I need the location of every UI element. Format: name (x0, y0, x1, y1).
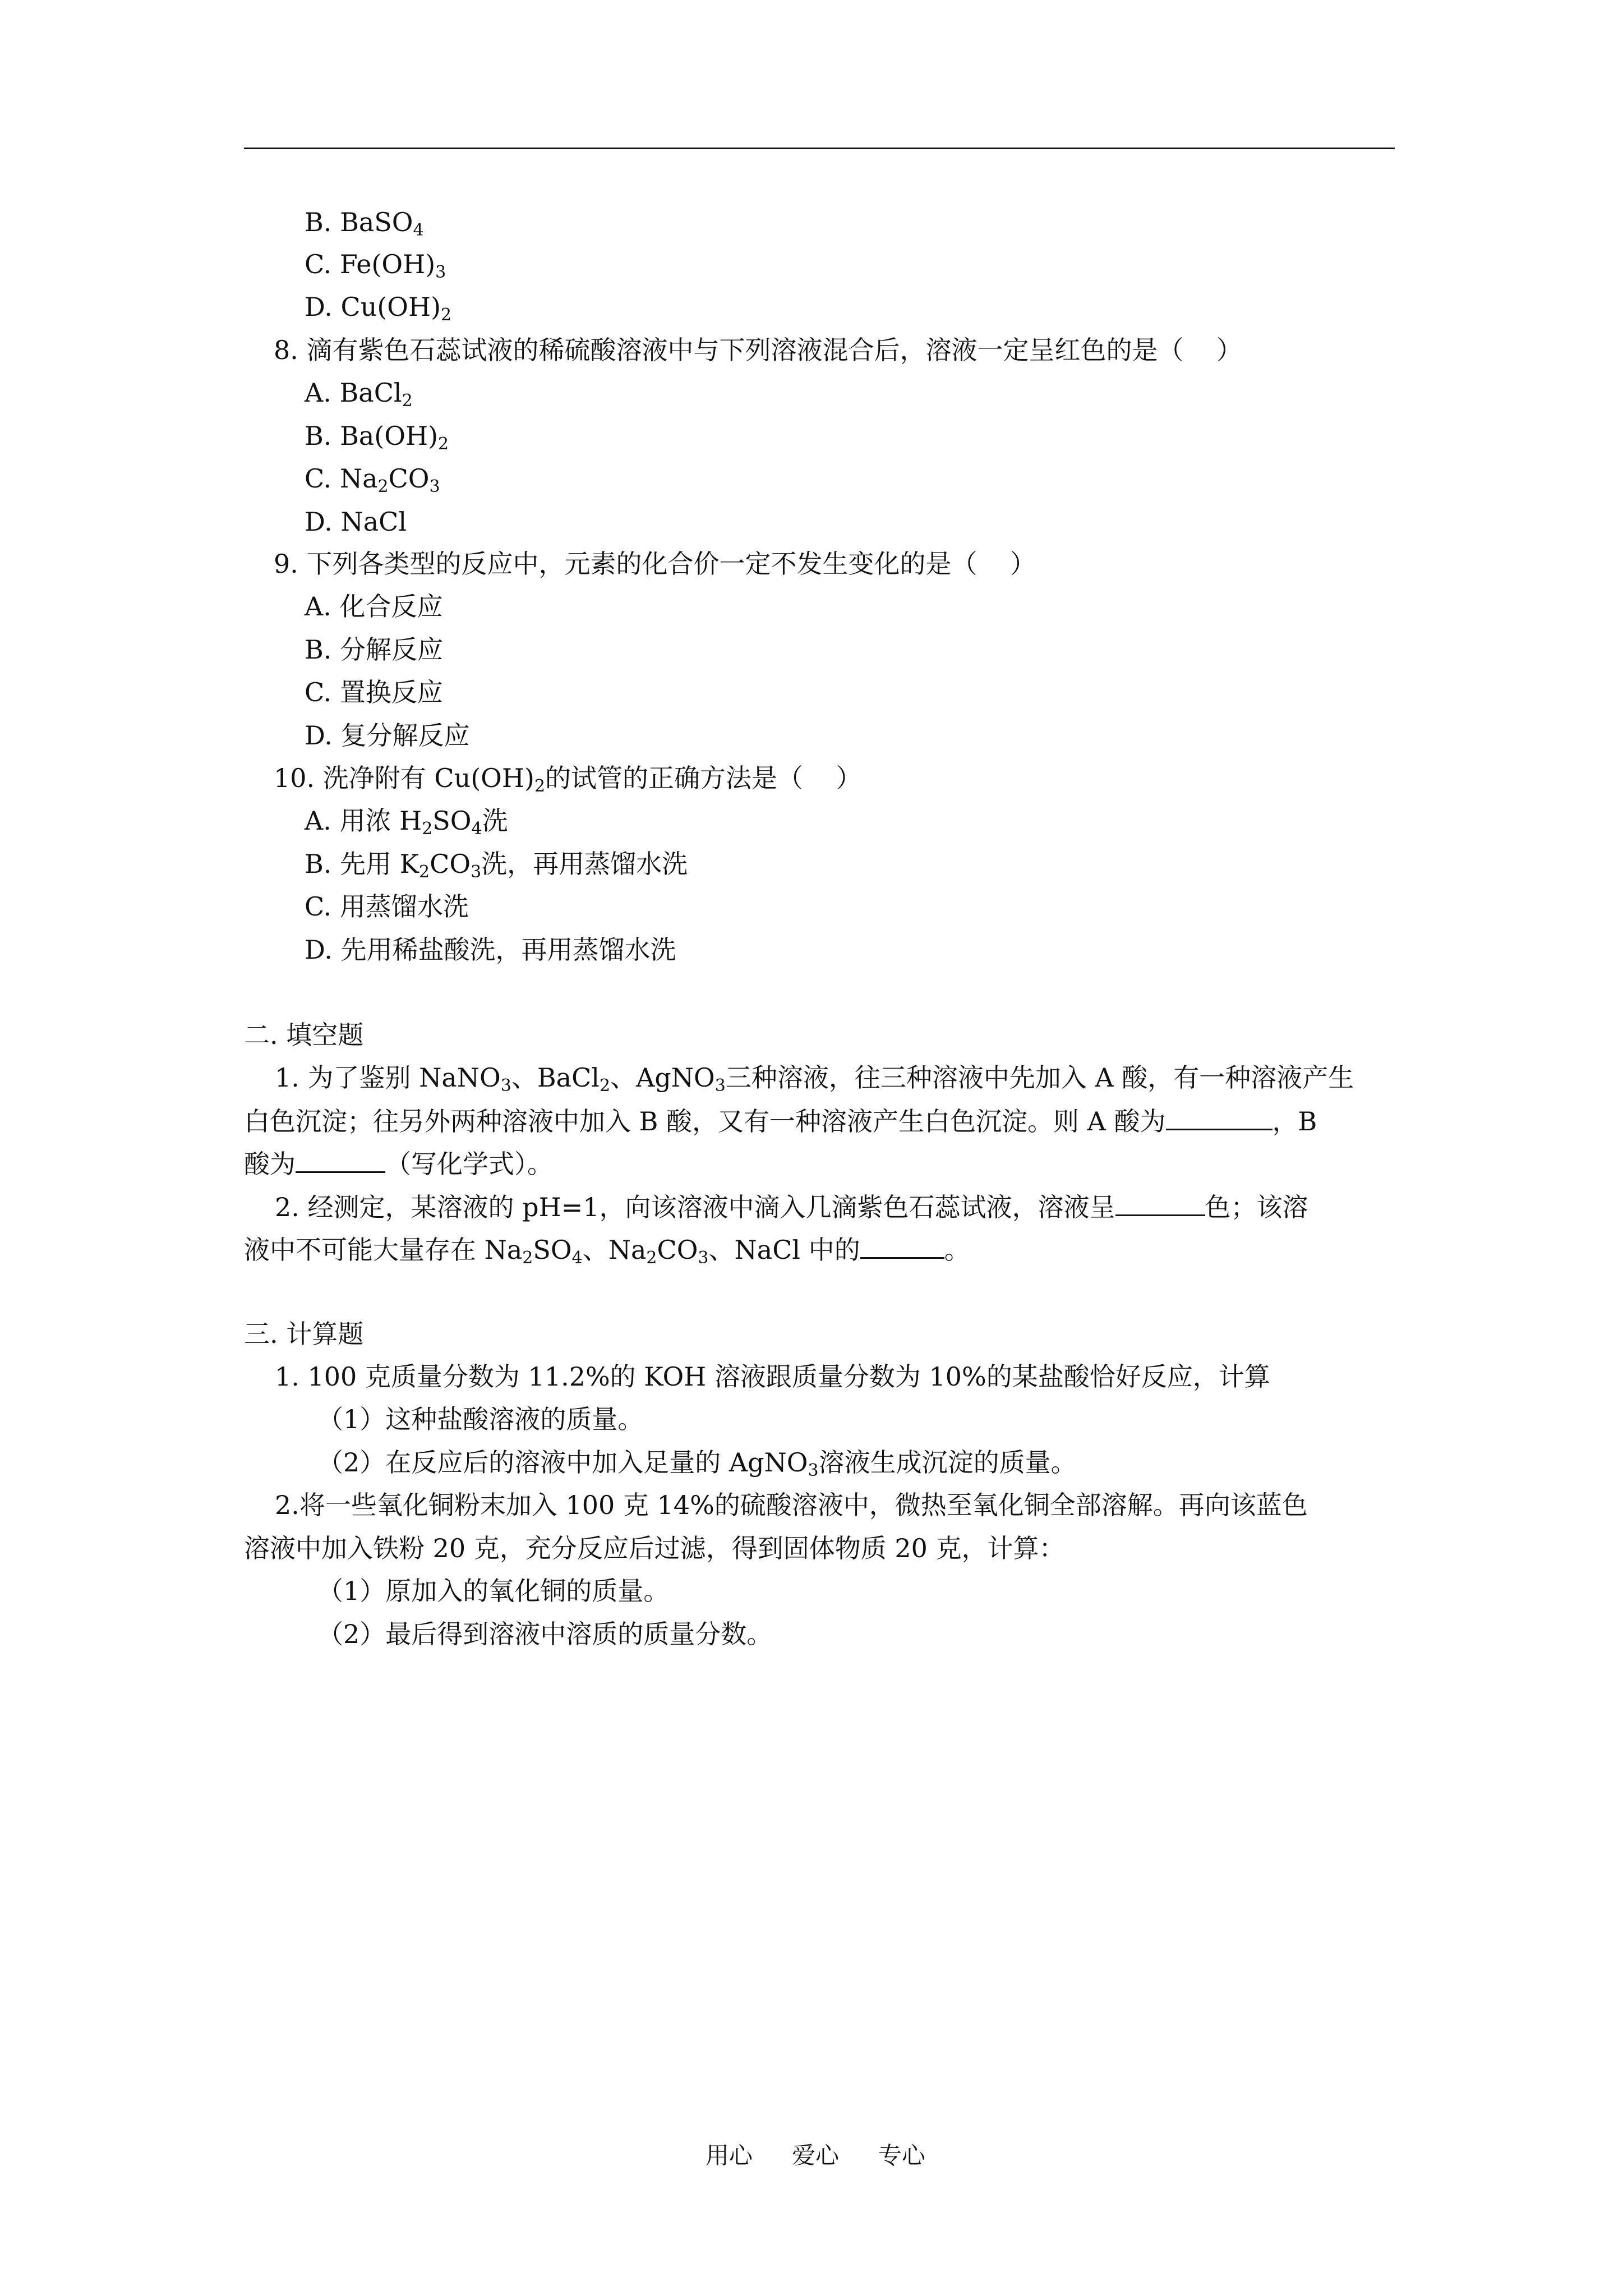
footer-word-2: 爱心 (792, 2142, 840, 2169)
q8-option-c: C. $Na_2CO_3$ (305, 463, 440, 496)
q8-option-b: B. $Ba(OH)_2$ (305, 421, 449, 454)
calc-q2-line2: 溶液中加入铁粉 20 克，充分反应后过滤，得到固体物质 20 克，计算： (244, 1533, 1065, 1563)
fill-q1-line3: 酸为 （写化学式）。 (244, 1147, 553, 1181)
q9-option-a: A. 化合反应 (305, 591, 443, 622)
calc-q2-line1: 2.将一些氧化铜粉末加入 100 克 14%的硫酸溶液中，微热至氧化铜全部溶解。再向该蓝色 (275, 1490, 1308, 1520)
answer-blank-b[interactable] (296, 1147, 385, 1173)
calc-q2-part2: （2）最后得到溶液中溶质的质量分数。 (317, 1619, 773, 1649)
fill-q2-line1: 2. 经测定，某溶液的 pH=1，向该溶液中滴入几滴紫色石蕊试液，溶液呈 色；该溶 (275, 1190, 1308, 1224)
calc-q1-stem: 1. 100 克质量分数为 11.2%的 KOH 溶液跟质量分数为 10%的某盐酸恰好反应，计算 (275, 1361, 1270, 1392)
answer-blank-a[interactable] (1166, 1104, 1272, 1130)
section2-heading: 二. 填空题 (244, 1020, 364, 1050)
footer-word-3: 专心 (878, 2142, 926, 2169)
q10-option-d: D. 先用稀盐酸洗，再用蒸馏水洗 (305, 935, 676, 965)
fill-q2-line2: 液中不可能大量存在 $Na_2SO_4$、$Na_2CO_3$、NaCl 中的 。 (244, 1232, 970, 1267)
q10-option-b: B. 先用 $K_2CO_3$洗，再用蒸馏水洗 (305, 849, 688, 882)
calc-q2-part1: （1）原加入的氧化铜的质量。 (317, 1576, 670, 1606)
calc-q1-part1: （1）这种盐酸溶液的质量。 (317, 1404, 644, 1434)
q7-option-b: B. BaSO$_4$ (305, 207, 424, 240)
q9-option-b: B. 分解反应 (305, 634, 444, 665)
q9-option-c: C. 置换反应 (305, 677, 443, 707)
answer-blank-ion[interactable] (860, 1232, 944, 1259)
page-footer (706, 2140, 965, 2171)
q8-option-d: D. NaCl (305, 507, 407, 537)
q10-stem: 10. 洗净附有 $Cu(OH)_2$的试管的正确方法是（ ） (274, 763, 862, 796)
answer-blank-color[interactable] (1115, 1190, 1205, 1216)
footer-word-1: 用心 (706, 2142, 753, 2169)
q8-option-a: A. BaCl$_2$ (305, 378, 413, 411)
q9-stem: 9. 下列各类型的反应中，元素的化合价一定不发生变化的是（ ） (274, 549, 1036, 579)
q9-option-d: D. 复分解反应 (305, 720, 470, 751)
q7-option-c: C. $Fe(OH)_3$ (305, 249, 446, 282)
header-rule (244, 148, 1395, 149)
q7-option-d: D. $Cu(OH)_2$ (305, 292, 452, 325)
q10-option-a: A. 用浓 $H_2SO_4$洗 (305, 806, 508, 839)
section3-heading: 三. 计算题 (244, 1319, 364, 1349)
fill-q1-line1: 1. 为了鉴别 NaNO$_3$、BaCl$_2$、AgNO$_3$三种溶液，往三种溶液中先加入 A 酸，有一种溶液产生 (275, 1062, 1354, 1096)
q8-stem: 8. 滴有紫色石蕊试液的稀硫酸溶液中与下列溶液混合后，溶液一定呈红色的是（ ） (274, 335, 1242, 365)
q10-option-c: C. 用蒸馏水洗 (305, 891, 469, 922)
fill-q1-line2: 白色沉淀；往另外两种溶液中加入 B 酸，又有一种溶液产生白色沉淀。则 A 酸为 ，B (244, 1104, 1317, 1138)
calc-q1-part2: （2）在反应后的溶液中加入足量的 AgNO$_3$溶液生成沉淀的质量。 (317, 1447, 1077, 1480)
